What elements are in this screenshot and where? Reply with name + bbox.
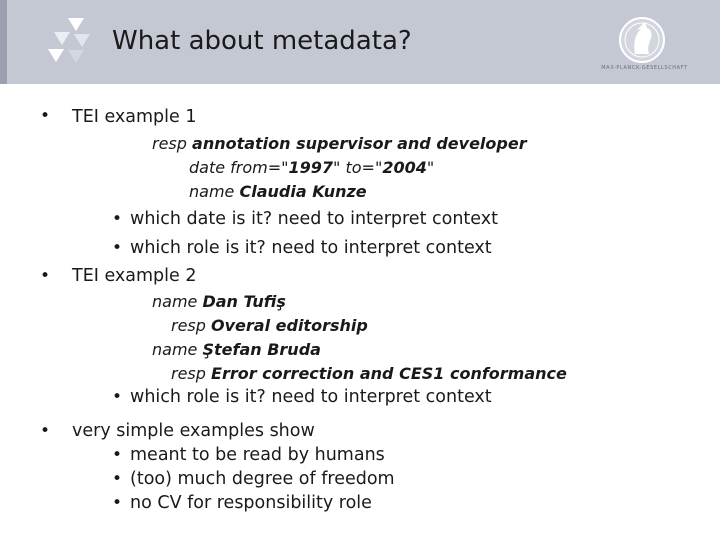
triangles-logo-icon [44,16,94,66]
tei2-entry-2-value: Overal editorship [211,316,368,335]
bullet-tei1-sub-2: • [112,238,123,258]
tei2-entry-3 [152,340,321,359]
tei1-label: TEI example 1 [72,107,197,127]
tei2-entry-4-attr: resp [171,364,206,383]
bullet-simple-sub-2: • [112,469,123,489]
bullet-simple: • [40,421,51,441]
tei1-date-end: " [426,158,435,177]
tei2-entry-4 [171,364,567,383]
minerva-seal-icon [597,12,687,82]
bullet-tei2: • [40,266,51,286]
tei2-entry-2 [171,316,368,335]
simple-label: very simple examples show [72,421,315,441]
tei1-date-attr: date from=" [189,158,289,177]
tei1-name-value: Claudia Kunze [239,182,367,201]
bullet-simple-sub-1: • [112,445,123,465]
tei1-resp-value: annotation supervisor and developer [192,134,527,153]
simple-sub-2: (too) much degree of freedom [130,469,395,489]
bullet-simple-sub-3: • [112,493,123,513]
simple-sub-1: meant to be read by humans [130,445,385,465]
tei1-sub-1: which date is it? need to interpret context [130,209,498,229]
tei1-date-line [189,158,434,177]
tei2-entry-2-attr: resp [171,316,206,335]
tei2-sub: which role is it? need to interpret context [130,387,492,407]
tei2-entry-3-value: Ştefan Bruda [202,340,321,359]
tei1-name-attr: name [189,182,235,201]
tei1-resp-line [152,134,527,153]
slide-title: What about metadata? [112,26,412,56]
tei2-entry-1 [152,292,286,311]
tei2-entry-1-attr: name [152,292,198,311]
tei1-date-mid: " to=" [333,158,383,177]
seal-caption: MAX-PLANCK-GESELLSCHAFT [601,65,688,71]
tei1-resp-attr: resp [152,134,187,153]
tei1-sub-2: which role is it? need to interpret context [130,238,492,258]
slide-header [0,0,720,84]
tei1-name-line [189,182,367,201]
header-accent-band [0,0,7,84]
tei2-entry-3-attr: name [152,340,198,359]
tei1-date-to: 2004 [382,158,427,177]
bullet-tei1-sub-1: • [112,209,123,229]
tei2-entry-1-value: Dan Tufiş [202,292,286,311]
tei2-label: TEI example 2 [72,266,197,286]
tei1-date-from: 1997 [288,158,334,177]
tei2-entry-4-value: Error correction and CES1 conformance [211,364,567,383]
simple-sub-3: no CV for responsibility role [130,493,372,513]
bullet-tei1: • [40,106,51,126]
bullet-tei2-sub: • [112,387,123,407]
